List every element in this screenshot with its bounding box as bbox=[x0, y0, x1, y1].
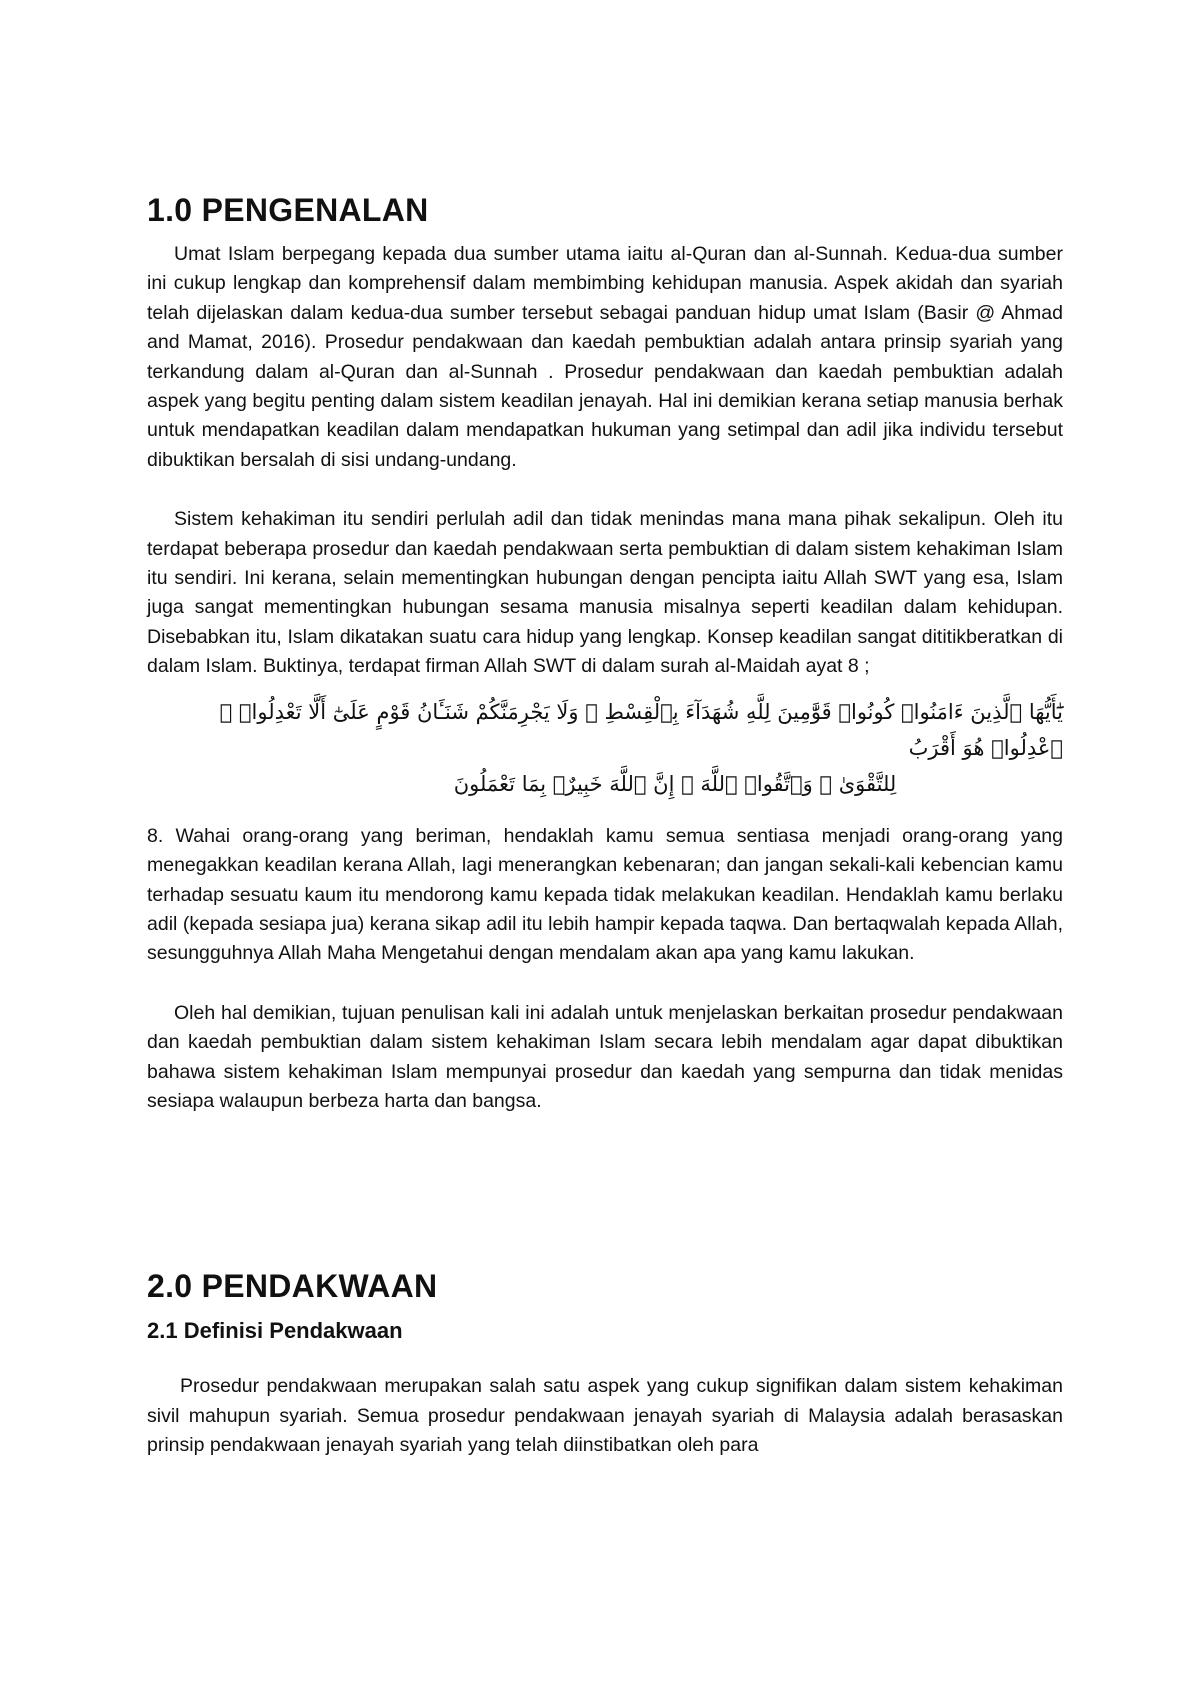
quran-verse-line-1: يَٰٓأَيُّهَا ٱلَّذِينَ ءَامَنُوا۟ كُونُوا۟ قَوَّٰمِينَ لِلَّهِ شُهَدَآءَ بِٱلْقِسْطِ ۖ وَلَا يَجْرِمَنَّكُمْ شَنَـَٔانُ قَوْمٍ عَلَىٰٓ أَلَّا تَعْدِلُوا۟ ۚ ٱعْدِلُوا۟ هُوَ أَقْرَبُ bbox=[219, 699, 1063, 760]
quran-verse-arabic bbox=[147, 694, 1063, 802]
section-heading-pengenalan: 1.0 PENGENALAN bbox=[147, 192, 429, 228]
quran-verse-line-2: لِلتَّقْوَىٰ ۖ وَٱتَّقُوا۟ ٱللَّهَ ۚ إِنَّ ٱللَّهَ خَبِيرٌۢ بِمَا تَعْمَلُونَ bbox=[453, 771, 897, 796]
paragraph-justice-system: Sistem kehakiman itu sendiri perlulah adil dan tidak menindas mana mana pihak sekalipun. Oleh itu terdapat beberapa prosedur dan kaedah pendakwaan serta pembuktian di dalam sistem kehakiman Islam itu sendiri. Ini kerana, selain mementingkan hubungan dengan pencipta iaitu Allah SWT yang esa, Islam juga sangat mementingkan hubungan sesama manusia misalnya seperti keadilan dalam kehidupan. Disebabkan itu, Islam dikatakan suatu cara hidup yang lengkap. Konsep keadilan sangat dititikberatkan di dalam Islam. Buktinya, terdapat firman Allah SWT di dalam surah al-Maidah ayat 8 ; bbox=[147, 508, 1063, 678]
spacer bbox=[147, 475, 1063, 505]
paragraph-intro: Umat Islam berpegang kepada dua sumber utama iaitu al-Quran dan al-Sunnah. Kedua-dua sumber ini cukup lengkap dan komprehensif dalam membimbing kehidupan manusia. Aspek akidah dan syariah telah dijelaskan dalam kedua-dua sumber tersebut sebagai panduan hidup umat Islam (Basir @ Ahmad and Mamat, 2016). Prosedur pendakwaan dan kaedah pembuktian adalah antara prinsip syariah yang terkandung dalam al-Quran dan al-Sunnah . Prosedur pendakwaan dan kaedah pembuktian adalah aspek yang begitu penting dalam sistem keadilan jenayah. Hal ini demikian kerana setiap manusia berhak untuk mendapatkan keadilan dalam mendapatkan hukuman yang setimpal dan adil jika individu tersebut dibuktikan bersalah di sisi undang-undang. bbox=[147, 243, 1063, 471]
paragraph-purpose: Oleh hal demikian, tujuan penulisan kali ini adalah untuk menjelaskan berkaitan prosedur pendakwaan dan kaedah pembuktian dalam sistem kehakiman Islam secara lebih mendalam agar dapat dibuktikan bahawa sistem kehakiman Islam mempunyai prosedur dan kaedah yang sempurna dan tidak menidas sesiapa walaupun berbeza harta dan bangsa. bbox=[147, 1001, 1063, 1112]
document-body bbox=[147, 190, 1063, 1461]
subsection-heading-definisi: 2.1 Definisi Pendakwaan bbox=[147, 1318, 403, 1344]
spacer bbox=[147, 969, 1063, 999]
paragraph-definition: Prosedur pendakwaan merupakan salah satu aspek yang cukup signifikan dalam sistem kehakiman sivil mahupun syariah. Semua prosedur pendakwaan jenayah syariah di Malaysia adalah berasaskan prinsip pendakwaan jenayah syariah yang telah diinstibatkan oleh para bbox=[147, 1375, 1063, 1457]
section-heading-pendakwaan: 2.0 PENDAKWAAN bbox=[147, 1268, 438, 1305]
verse-translation: 8. Wahai orang-orang yang beriman, hendaklah kamu semua sentiasa menjadi orang-orang yang menegakkan keadilan kerana Allah, lagi menerangkan kebenaran; dan jangan sekali-kali kebencian kamu terhadap sesuatu kaum itu mendorong kamu kepada tidak melakukan keadilan. Hendaklah kamu berlaku adil (kepada sesiapa jua) kerana sikap adil itu lebih hampir kepada taqwa. Dan bertaqwalah kepada Allah, sesungguhnya Allah Maha Mengetahui dengan mendalam akan apa yang kamu lakukan. bbox=[147, 824, 1063, 965]
spacer bbox=[147, 1116, 1063, 1266]
